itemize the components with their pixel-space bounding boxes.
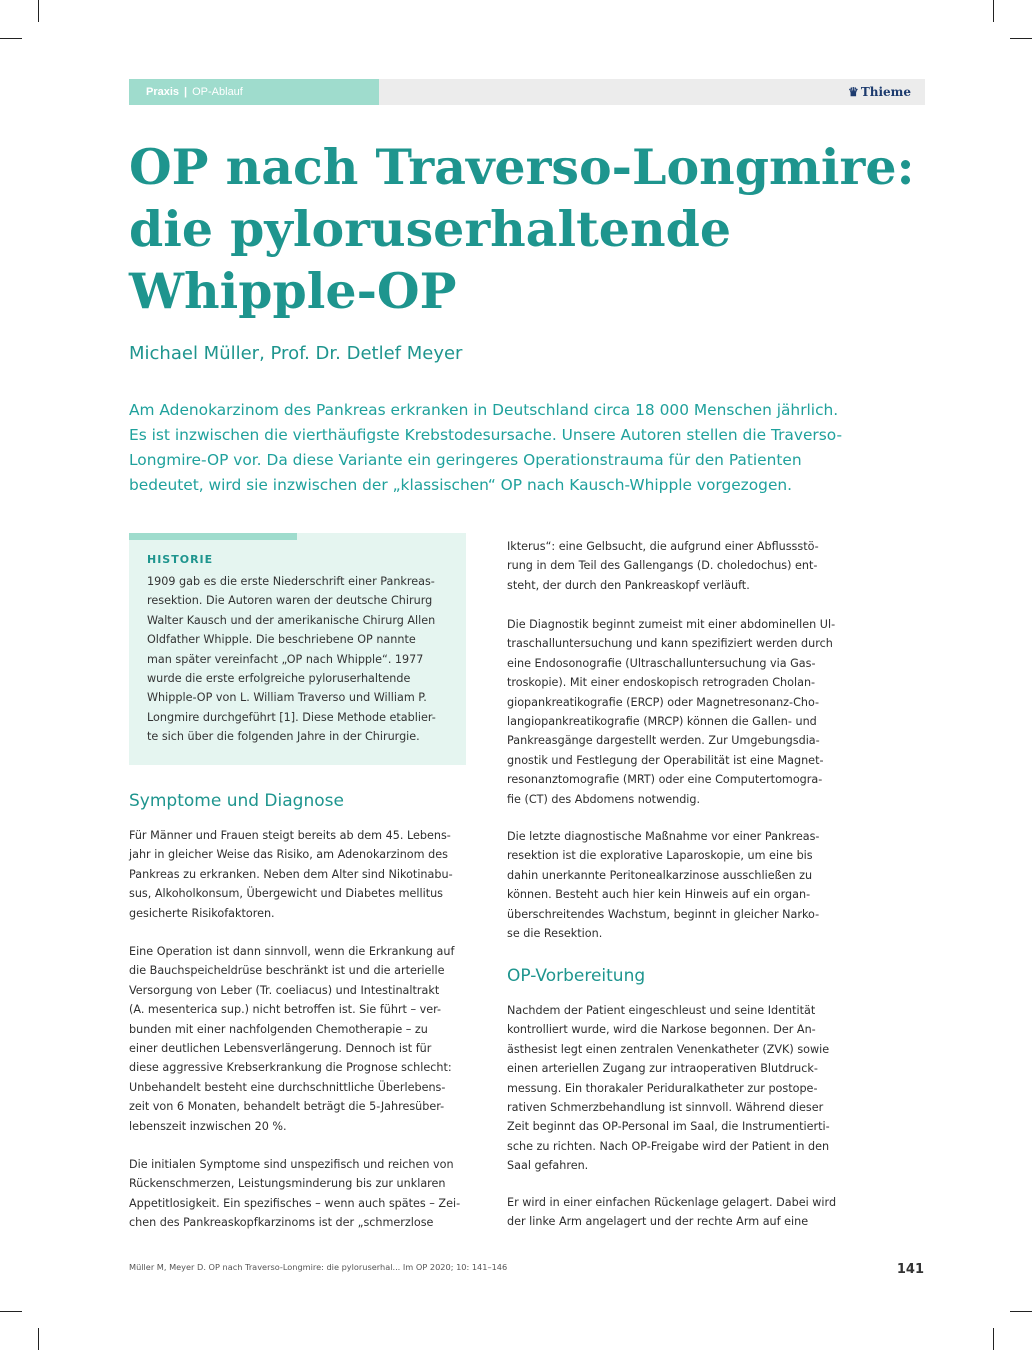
lead-line: Es ist inzwischen die vierthäufigste Krebstodesursache. Unsere Autoren stellen die Traverso- xyxy=(129,426,843,444)
text-line: man später vereinfacht „OP nach Whipple“. 1977 xyxy=(147,652,424,666)
lead-line: Longmire-OP vor. Da diese Variante ein geringeres Operationstrauma für den Patienten xyxy=(129,451,802,469)
crop-mark xyxy=(38,0,39,22)
crop-mark xyxy=(1010,38,1032,39)
body-paragraph xyxy=(507,615,835,809)
section-heading-op-vorbereitung: OP-Vorbereitung xyxy=(507,966,646,986)
text-line: Ikterus“: eine Gelbsucht, die aufgrund einer Abflussstö- xyxy=(507,540,819,553)
text-line: zeit von 6 Monaten, behandelt beträgt die 5-Jahresüber- xyxy=(129,1100,445,1114)
text-line: fie (CT) des Abdomens notwendig. xyxy=(507,792,701,806)
text-line: dahin unerkannte Peritonealkarzinose ausschließen zu xyxy=(507,868,813,882)
text-line: chen des Pankreaskopfkarzinoms ist der „schmerzlose xyxy=(129,1216,434,1230)
body-paragraph xyxy=(507,827,819,943)
text-line: Walter Kausch und der amerikanische Chirurg Allen xyxy=(147,613,436,627)
lead-paragraph xyxy=(129,398,849,498)
crop-mark xyxy=(993,1328,994,1350)
text-line: Versorgung von Leber (Tr. coeliacus) und Intestinaltrakt xyxy=(129,983,440,997)
crop-mark xyxy=(0,38,22,39)
publisher-logo xyxy=(848,79,911,105)
text-line: eine Endosonografie (Ultraschalluntersuchung via Gas- xyxy=(507,656,816,670)
section-label: Praxis xyxy=(146,86,180,98)
text-line: rativen Schmerzbehandlung ist sinnvoll. Während dieser xyxy=(507,1101,824,1115)
text-line: langiopankreatikografie (MRCP) können die Gallen- und xyxy=(507,715,817,729)
text-line: gnostik und Festlegung der Operabilität ist eine Magnet- xyxy=(507,753,824,767)
text-line: Rückenschmerzen, Leistungsminderung bis zur unklaren xyxy=(129,1177,446,1191)
footer-citation: Müller M, Meyer D. OP nach Traverso-Longmire: die pyloruserhal... Im OP 2020; 10: 141–146 xyxy=(129,1262,508,1272)
title-line: die pyloruserhaltende xyxy=(129,200,732,258)
title-line: OP nach Traverso-Longmire: xyxy=(129,138,915,196)
text-line: diese aggressive Krebserkrankung die Prognose schlecht: xyxy=(129,1061,452,1075)
body-paragraph xyxy=(129,942,454,1136)
text-line: se die Resektion. xyxy=(507,927,603,941)
history-box xyxy=(129,533,466,765)
section-heading-symptome: Symptome und Diagnose xyxy=(129,791,344,811)
text-line: giopankreatikografie (ERCP) oder Magnetresonanz-Cho- xyxy=(507,695,820,709)
text-line: einer deutlichen Lebensverlängerung. Dennoch ist für xyxy=(129,1042,432,1056)
text-line: die Bauchspeicheldrüse beschränkt ist und die arterielle xyxy=(129,964,445,978)
text-line: überschreitendes Wachstum, beginnt in gleicher Narko- xyxy=(507,907,820,921)
text-line: Longmire durchgeführt [1]. Diese Methode etablier- xyxy=(147,710,436,724)
text-line: einen arteriellen Zugang zur intraoperativen Blutdruck- xyxy=(507,1062,818,1076)
text-line: sus, Alkoholkonsum, Übergewicht und Diabetes mellitus xyxy=(129,887,444,901)
text-line: Appetitlosigkeit. Ein spezifisches – wenn auch spätes – Zei- xyxy=(129,1196,461,1210)
lead-line: bedeutet, wird sie inzwischen der „klassischen“ OP nach Kausch-Whipple vorgezogen. xyxy=(129,476,793,494)
text-line: Die letzte diagnostische Maßnahme vor einer Pankreas- xyxy=(507,830,820,843)
text-line: traschalluntersuchung und kann spezifiziert werden durch xyxy=(507,637,833,651)
text-line: te sich über die folgenden Jahre in der Chirurgie. xyxy=(147,730,420,744)
text-line: resektion ist die explorative Laparoskopie, um eine bis xyxy=(507,849,813,863)
text-line: Whipple-OP von L. William Traverso und William P. xyxy=(147,691,427,705)
title-line: Whipple-OP xyxy=(129,262,457,320)
text-line: Für Männer und Frauen steigt bereits ab dem 45. Lebens- xyxy=(129,829,451,842)
text-line: resonanztomografie (MRT) oder eine Computertomogra- xyxy=(507,773,823,787)
subsection-label: OP-Ablauf xyxy=(192,86,243,98)
text-line: wurde die erste erfolgreiche pyloruserhaltende xyxy=(147,672,411,686)
thieme-emblem-icon: ♛ xyxy=(848,85,859,99)
text-line: resektion. Die Autoren waren der deutsche Chirurg xyxy=(147,594,433,608)
text-line: sche zu richten. Nach OP-Freigabe wird der Patient in den xyxy=(507,1139,830,1153)
text-line: Pankreas zu erkranken. Neben dem Alter sind Nikotinabu- xyxy=(129,867,453,881)
text-line: Unbehandelt besteht eine durchschnittliche Überlebens- xyxy=(129,1080,446,1094)
section-tab xyxy=(129,79,379,105)
text-line: der linke Arm angelagert und der rechte Arm auf eine xyxy=(507,1215,809,1229)
body-paragraph xyxy=(507,537,819,595)
body-paragraph xyxy=(129,826,453,923)
text-line: bunden mit einer nachfolgenden Chemotherapie – zu xyxy=(129,1022,428,1036)
text-line: gesicherte Risikofaktoren. xyxy=(129,906,275,920)
publisher-name: Thieme xyxy=(860,85,911,99)
text-line: Eine Operation ist dann sinnvoll, wenn die Erkrankung auf xyxy=(129,945,455,958)
text-line: steht, der durch den Pankreaskopf verläuft. xyxy=(507,578,750,592)
text-line: messung. Ein thorakaler Periduralkatheter zur postope- xyxy=(507,1081,818,1095)
body-paragraph xyxy=(507,1001,830,1176)
text-line: Die Diagnostik beginnt zumeist mit einer abdominellen Ul- xyxy=(507,618,836,631)
text-line: Zeit beginnt das OP-Personal im Saal, die Instrumentierti- xyxy=(507,1120,830,1134)
text-line: Die initialen Symptome sind unspezifisch und reichen von xyxy=(129,1158,454,1171)
text-line: 1909 gab es die erste Niederschrift einer Pankreas- xyxy=(147,575,435,588)
text-line: kontrolliert wurde, wird die Narkose begonnen. Der An- xyxy=(507,1023,816,1037)
crop-mark xyxy=(38,1328,39,1350)
section-separator: | xyxy=(184,86,188,98)
running-header xyxy=(129,79,925,105)
text-line: jahr in gleicher Weise das Risiko, am Adenokarzinom des xyxy=(129,848,448,862)
page-number: 141 xyxy=(896,1262,924,1277)
body-paragraph xyxy=(507,1193,836,1232)
text-line: Oldfather Whipple. Die beschriebene OP nannte xyxy=(147,633,416,647)
text-line: Nachdem der Patient eingeschleust und seine Identität xyxy=(507,1004,816,1017)
text-line: Pankreasgänge dargestellt werden. Zur Umgebungsdia- xyxy=(507,734,820,748)
article-title xyxy=(129,136,929,322)
box-accent-bar xyxy=(129,533,297,540)
text-line: Saal gefahren. xyxy=(507,1159,589,1173)
history-box-text xyxy=(147,572,457,747)
lead-line: Am Adenokarzinom des Pankreas erkranken in Deutschland circa 18 000 Menschen jährlich. xyxy=(129,401,839,419)
history-box-title: HISTORIE xyxy=(147,553,214,566)
text-line: ästhesist legt einen zentralen Venenkatheter (ZVK) sowie xyxy=(507,1042,830,1056)
text-line: rung in dem Teil des Gallengangs (D. choledochus) ent- xyxy=(507,559,818,573)
text-line: troskopie). Mit einer endoskopisch retrograden Cholan- xyxy=(507,676,816,690)
crop-mark xyxy=(993,0,994,22)
text-line: Er wird in einer einfachen Rückenlage gelagert. Dabei wird xyxy=(507,1196,837,1209)
text-line: lebenszeit inzwischen 20 %. xyxy=(129,1119,287,1133)
author-line: Michael Müller, Prof. Dr. Detlef Meyer xyxy=(129,343,463,364)
crop-mark xyxy=(1010,1311,1032,1312)
text-line: können. Besteht auch hier kein Hinweis auf ein organ- xyxy=(507,888,811,902)
text-line: (A. mesenterica sup.) nicht betroffen ist. Sie führt – ver- xyxy=(129,1003,442,1017)
body-paragraph xyxy=(129,1155,460,1233)
crop-mark xyxy=(0,1311,22,1312)
